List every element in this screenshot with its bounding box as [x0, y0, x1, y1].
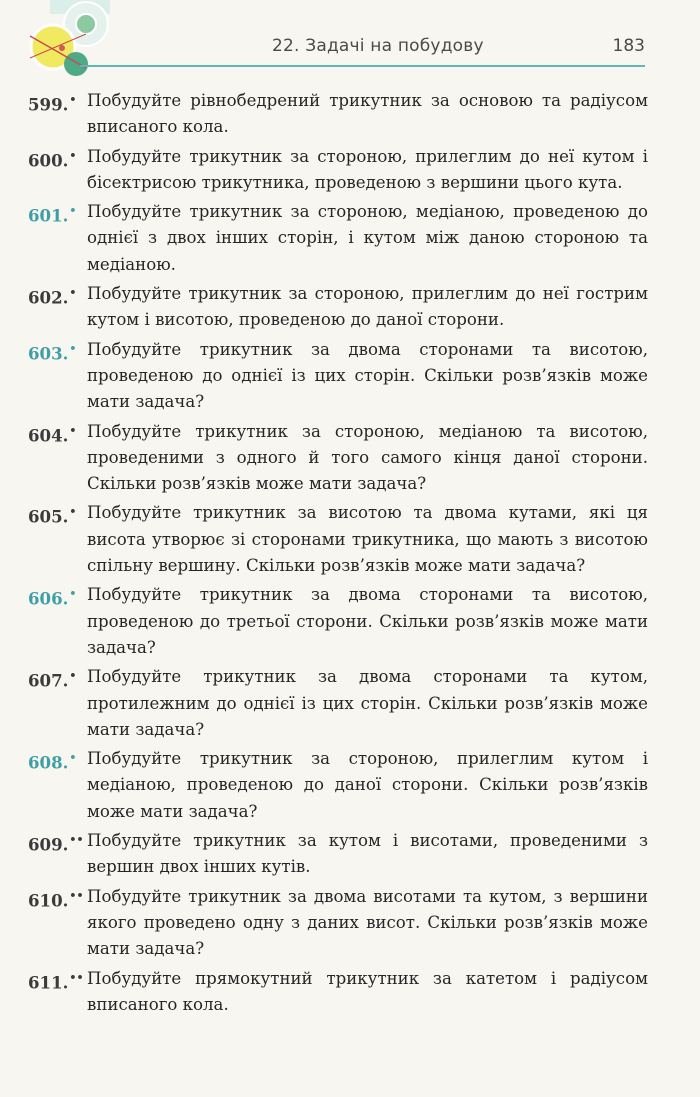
difficulty-mark: • [69, 148, 77, 162]
problem-number: 610.•• [28, 888, 84, 911]
problem-item [28, 199, 648, 278]
difficulty-mark: • [69, 204, 77, 218]
problem-text: Побудуйте трикутник за стороною, прилеглим до неї гострим кутом і висотою, проведеною до даної сторони. [87, 284, 648, 330]
problem-text: Побудуйте трикутник за двома висотами та кутом, з вершини якого проведено одну з даних висот. Скільки розв’язків може мати задача? [87, 886, 648, 959]
problem-item [28, 144, 648, 197]
difficulty-mark: • [69, 93, 77, 106]
problem-number: 608.• [28, 751, 77, 773]
difficulty-mark: • [69, 341, 77, 355]
page-number: 183 [612, 36, 645, 56]
header-divider [80, 65, 645, 67]
problem-item [28, 337, 648, 416]
difficulty-mark: • [69, 669, 77, 683]
problem-item [28, 281, 648, 334]
problem-item [28, 746, 648, 825]
problem-number: 600.• [28, 148, 77, 171]
problem-text: Побудуйте трикутник за двома сторонами та висотою, проведеною до третьої сторони. Скільки розв’язків може мати задача? [87, 585, 648, 657]
problem-text: Побудуйте прямокутний трикутник за катетом і радіусом вписаного кола. [87, 968, 648, 1014]
problem-text: Побудуйте трикутник за стороною, прилеглим кутом і медіаною, проведеною до даної сторони. Скільки розв’язків може мати задача? [87, 749, 648, 821]
problem-text: Побудуйте трикутник за висотою та двома кутами, які ця висота утворює зі сторонами трикутника, що мають з висотою спільну вершину. Скільки розв’язків може мати задача? [87, 503, 648, 576]
problem-number: 603.• [28, 341, 77, 364]
problem-number: 601.• [28, 204, 77, 226]
problem-number: 609.•• [28, 833, 84, 855]
problem-text: Побудуйте трикутник за стороною, прилеглим до неї кутом і бісектрисою трикутника, проведеною з вершини цього кута. [87, 146, 648, 192]
difficulty-mark: •• [69, 888, 84, 902]
problem-item [28, 664, 648, 743]
problem-item [28, 582, 648, 661]
problem-number: 599.• [28, 93, 77, 115]
problem-item [28, 500, 648, 579]
geometry-decoration-icon [0, 0, 110, 82]
problem-item [28, 966, 648, 1019]
difficulty-mark: • [69, 751, 77, 765]
difficulty-mark: • [69, 286, 77, 300]
problem-item [28, 88, 648, 141]
problem-text: Побудуйте трикутник за кутом і висотами, проведеними з вершин двох інших кутів. [87, 831, 648, 877]
difficulty-mark: •• [69, 833, 84, 847]
problem-list [28, 88, 648, 1021]
problem-text: Побудуйте трикутник за двома сторонами та висотою, проведеною до однієї із цих сторін. Скільки розв’язків може мати задача? [87, 339, 648, 412]
problem-item [28, 828, 648, 881]
difficulty-mark: • [69, 587, 77, 601]
problem-item [28, 419, 648, 498]
problem-number: 602.• [28, 286, 77, 308]
problem-text: Побудуйте трикутник за двома сторонами та кутом, протилежним до однієї із цих сторін. Скільки розв’язків може мати задача? [87, 667, 648, 739]
difficulty-mark: •• [69, 970, 84, 984]
chapter-title: 22. Задачі на побудову [272, 36, 484, 56]
problem-item [28, 884, 648, 963]
page-header [0, 0, 700, 80]
problem-number: 606.• [28, 587, 77, 609]
problem-text: Побудуйте трикутник за стороною, медіаною, проведеною до однієї з двох інших сторін, і кутом між даною стороною та медіаною. [87, 202, 648, 274]
problem-number: 607.• [28, 669, 77, 691]
problem-text: Побудуйте рівнобедрений трикутник за основою та радіусом вписаного кола. [87, 91, 648, 137]
problem-text: Побудуйте трикутник за стороною, медіаною та висотою, проведеними з одного й того самого кінця даної сторони. Скільки розв’язків може мати задача? [87, 421, 648, 494]
problem-number: 604.• [28, 423, 77, 446]
problem-number: 611.•• [28, 970, 84, 993]
problem-number: 605.• [28, 505, 77, 527]
difficulty-mark: • [69, 423, 77, 437]
difficulty-mark: • [69, 505, 77, 519]
